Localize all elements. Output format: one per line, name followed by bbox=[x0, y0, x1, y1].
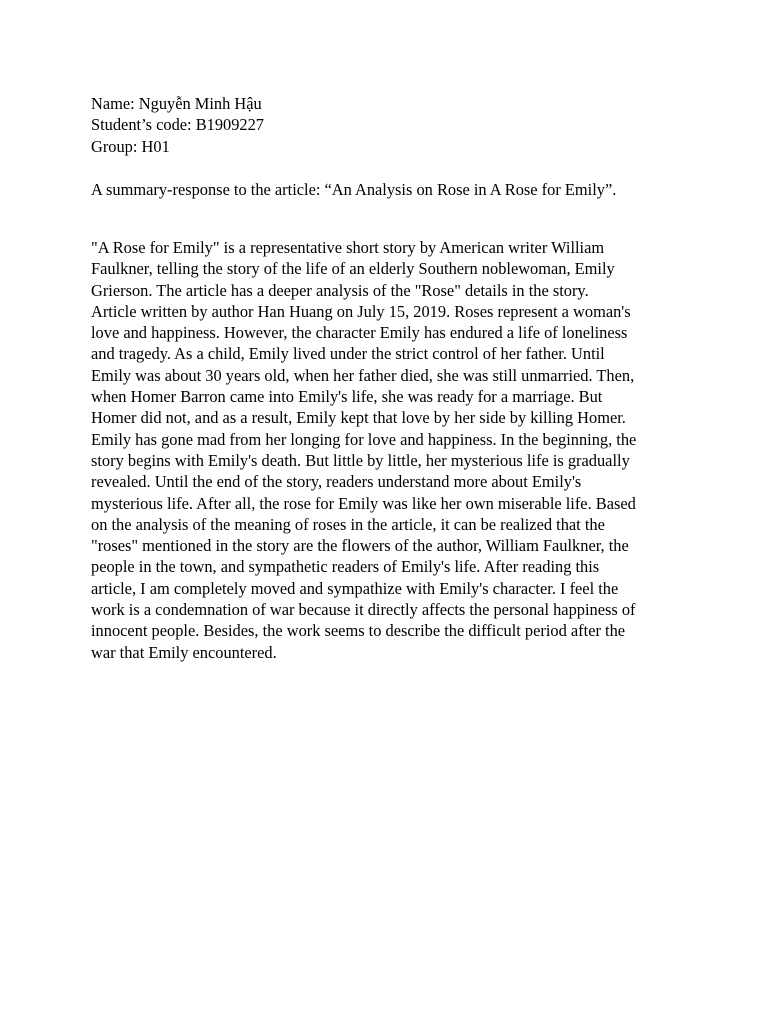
paragraph-line: love and happiness. However, the character Emily has endured a life of loneliness bbox=[91, 323, 628, 343]
summary-paragraph bbox=[91, 237, 697, 663]
paragraph-line: on the analysis of the meaning of roses in the article, it can be realized that the bbox=[91, 514, 605, 534]
paragraph-line: mysterious life. After all, the rose for Emily was like her own miserable life. Based bbox=[91, 493, 636, 513]
paragraph-line: "roses" mentioned in the story are the flowers of the author, William Faulkner, the bbox=[91, 536, 629, 556]
student-group: Group: H01 bbox=[91, 136, 170, 156]
student-name: Name: Nguyễn Minh Hậu bbox=[91, 94, 262, 113]
paragraph-line: Emily was about 30 years old, when her father died, she was still unmarried. Then, bbox=[91, 365, 635, 385]
paragraph-line: people in the town, and sympathetic readers of Emily's life. After reading this bbox=[91, 557, 600, 577]
paragraph-line: "A Rose for Emily" is a representative short story by American writer William bbox=[91, 238, 605, 257]
paragraph-line: Emily has gone mad from her longing for love and happiness. In the beginning, the bbox=[91, 429, 637, 449]
paragraph-line: Homer did not, and as a result, Emily kept that love by her side by killing Homer. bbox=[91, 408, 626, 428]
student-info-header bbox=[91, 93, 264, 157]
paragraph-line: when Homer Barron came into Emily's life, she was ready for a marriage. But bbox=[91, 387, 603, 407]
paragraph-line: story begins with Emily's death. But little by little, her mysterious life is gradually bbox=[91, 450, 630, 470]
paragraph-line: Article written by author Han Huang on July 15, 2019. Roses represent a woman's bbox=[91, 301, 631, 321]
paragraph-line: work is a condemnation of war because it directly affects the personal happiness of bbox=[91, 600, 636, 620]
paragraph-line: revealed. Until the end of the story, readers understand more about Emily's bbox=[91, 472, 582, 492]
paragraph-line: article, I am completely moved and sympathize with Emily's character. I feel the bbox=[91, 578, 619, 598]
paragraph-line: innocent people. Besides, the work seems to describe the difficult period after the bbox=[91, 621, 626, 641]
student-code: Student’s code: B1909227 bbox=[91, 115, 265, 135]
paragraph-line: war that Emily encountered. bbox=[91, 642, 277, 662]
paragraph-line: and tragedy. As a child, Emily lived under the strict control of her father. Until bbox=[91, 344, 605, 364]
paragraph-line: Grierson. The article has a deeper analysis of the "Rose" details in the story. bbox=[91, 280, 589, 300]
paragraph-line: Faulkner, telling the story of the life of an elderly Southern noblewoman, Emily bbox=[91, 259, 615, 279]
document-subject: A summary-response to the article: “An Analysis on Rose in A Rose for Emily”. bbox=[91, 180, 617, 199]
